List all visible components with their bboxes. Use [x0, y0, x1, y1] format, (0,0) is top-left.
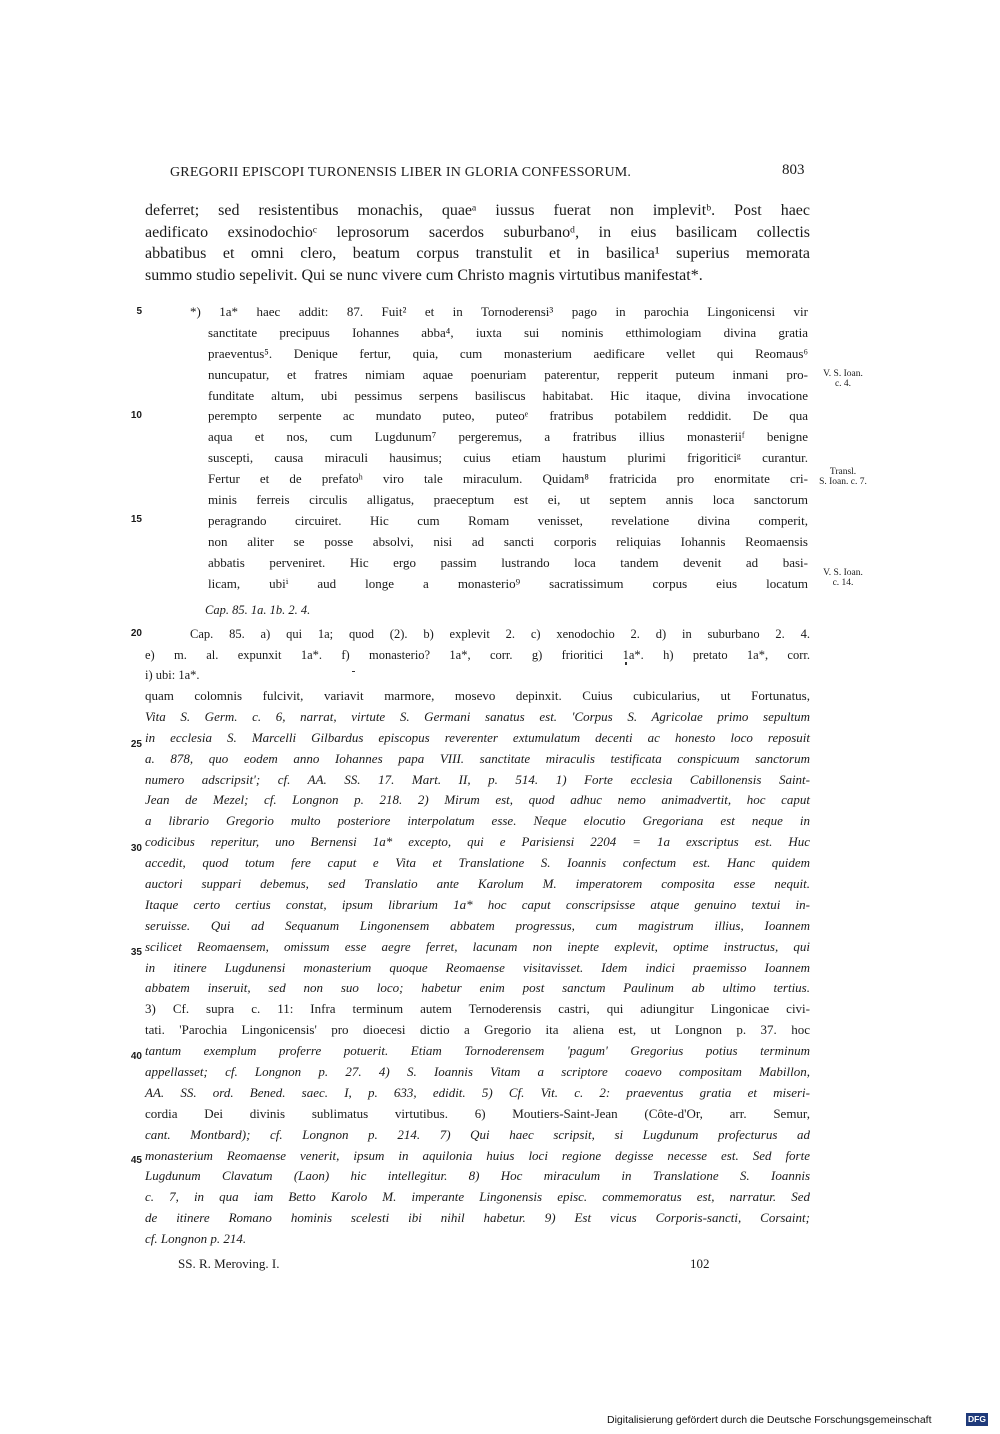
addition-line: praeventus⁵. Denique fertur, quia, cum monasterium aedificare vellet qui Reomaus⁶	[208, 345, 808, 361]
commentary-line: c. 7, in qua iam Betto Karolo M. imperante Lingonensis episc. commemoratus est, narratur. Sed	[145, 1189, 810, 1205]
addition-line: abbatis perveniret. Hic ergo passim lustrando loca tandem devenit ad basi-	[208, 554, 808, 570]
margin-note: V. S. Ioan. c. 4.	[823, 369, 863, 389]
commentary-line: cf. Longnon p. 214.	[145, 1231, 247, 1247]
main-text-line: summo studio sepelivit. Qui se nunc vivere cum Christo magnis virtutibus manifestat*.	[145, 266, 703, 284]
running-header: GREGORII EPISCOPI TURONENSIS LIBER IN GLORIA CONFESSORUM.	[170, 165, 632, 180]
commentary-line: numero adscripsit'; cf. AA. SS. 17. Mart. II, p. 514. 1) Forte ecclesia Cabillonensis Saint-	[145, 771, 810, 787]
commentary-line: a librario Gregorio multo posteriore interpolatum esse. Neque elocutio Gregoriana est neque in	[145, 813, 810, 829]
commentary-line: cant. Montbard); cf. Longnon p. 214. 7) Qui haec scripsit, si Lugdunum profecturus ad	[145, 1126, 810, 1142]
digitization-note: Digitalisierung gefördert durch die Deutsche Forschungsgemeinschaft	[607, 1414, 932, 1426]
commentary-line: in itinere Lugdunensi monasterium quoque Reomaense visitavisset. Idem indici praemisso Ioannem	[145, 959, 810, 975]
commentary-line: in ecclesia S. Marcelli Gilbardus episcopus reverenter extumulatum decenti ac honesto loco reposuit	[145, 729, 810, 745]
commentary-line: 3) Cf. supra c. 11: Infra terminum autem Ternoderensis castri, qui adiungitur Lingonicae civi-	[145, 1001, 810, 1017]
commentary-line: Itaque certo certius constat, ipsum librarium 1a* hoc caput conscripsisse atque genuino textui in-	[145, 896, 810, 912]
main-text-line: aedificato exsinodochioᶜ leprosorum sacerdos suburbanoᵈ, in eius basilicam collectis	[145, 223, 810, 241]
commentary-line: a. 878, quo eodem anno Iohannes papa VIII. sanctitate miraculis testificata conspicuum sanctorum	[145, 750, 810, 766]
addition-line: licam, ubiⁱ aud longe a monasterio⁹ sacratissimum corpus eius locatum	[208, 575, 808, 591]
line-number: 45	[130, 1155, 142, 1166]
line-number: 40	[130, 1051, 142, 1062]
commentary-line: quam colomnis fulcivit, variavit marmore, mosevo depinxit. Cuius cubicularius, ut Fortunatus,	[145, 688, 810, 703]
addition-line: minis ferreis circulis alligatus, praeceptum est ei, ut septem annis loca sanctorum	[208, 492, 808, 508]
addition-line: perempto serpente ac mundato puteo, puteoᵉ fratribus potabilem reddidit. De qua	[208, 408, 808, 424]
commentary-line: monasterium Reomaense venerit, ipsum in aquilonia huius loci regione degisse necesse est. Sed forte	[145, 1147, 810, 1163]
commentary-line: de itinere Romano hominis scelesti ibi nihil habetur. 9) Est vicus Corporis-sancti, Corsaint;	[145, 1210, 810, 1226]
commentary-line: scilicet Reomaensem, omissum esse aegre ferret, lacunam non inepte explevit, optime instructus, qui	[145, 938, 810, 954]
page-number: 803	[782, 162, 805, 178]
sheet-number: 102	[690, 1256, 710, 1271]
commentary-line: AA. SS. ord. Bened. saec. I, p. 633, edidit. 5) Cf. Vit. c. 2: praeventus gratia et miseri-	[145, 1084, 810, 1100]
ink-speck	[352, 671, 355, 672]
commentary-line: tati. 'Parochia Lingonicensis' pro dioecesi dictio a Gregorio ita aliena est, ut Longnon p. 37. hoc	[145, 1022, 810, 1038]
line-number: 10	[130, 410, 142, 421]
apparatus-line: i) ubi: 1a*.	[145, 668, 200, 682]
commentary-line: auctori suppari debemus, sed Translatio ante Karolum M. imperatorem composita esse nequit.	[145, 876, 810, 892]
commentary-line: Jean de Mezel; cf. Longnon p. 218. 2) Mirum est, quod adhuc nemo animadvertit, hoc caput	[145, 792, 810, 808]
line-number: 35	[130, 947, 142, 958]
dfg-logo-icon: DFG	[966, 1413, 988, 1426]
addition-line: nuncupatur, et fratres nimiam aquae poenuriam paterentur, repperit puteum inmani pro-	[208, 366, 808, 382]
commentary-line: tantum exemplum proferre potuerit. Etiam Tornoderensem 'pagum' Gregorius potius terminum	[145, 1043, 810, 1059]
addition-line: suscepti, causa miraculi hausimus; cuius etiam haustum plurimi frigoriticiᵍ curantur.	[208, 450, 808, 466]
commentary-line: seruisse. Qui ad Sequanum Lingonensem abbatem progressus, cum magistrum illius, Ioannem	[145, 917, 810, 933]
critical-apparatus	[145, 624, 810, 686]
commentary-line: Vita S. Germ. c. 6, narrat, virtute S. Germani sanatus est. 'Corpus S. Agricolae primo sepultum	[145, 708, 810, 724]
signature-mark: SS. R. Meroving. I.	[178, 1256, 280, 1271]
main-text-line: abbatibus et omni clero, beatum corpus transtulit et in basilica¹ superius memorata	[145, 245, 810, 262]
commentary-line: accedit, quod totum fere caput e Vita et Translatione S. Ioannis confectum est. Hanc quidem	[145, 855, 810, 871]
manuscript-sigla: Cap. 85. 1a. 1b. 2. 4.	[205, 603, 311, 617]
commentary-line: abbatem inseruit, sed non suo loco; habetur enim post sanctum Paulinum ab ultimo tertius.	[145, 980, 810, 996]
line-number: 30	[130, 843, 142, 854]
addition-line: Fertur et de prefatoʰ viro tale miraculum. Quidam⁸ fratricida pro enormitate cri-	[208, 471, 808, 487]
line-number: 15	[130, 514, 142, 525]
commentary-line: cordia Dei divinis sublimatus virtutibus. 6) Moutiers-Saint-Jean (Côte-d'Or, arr. Semur,	[145, 1105, 810, 1121]
margin-note: V. S. Ioan. c. 14.	[823, 568, 863, 588]
commentary-line: codicibus reperitur, uno Bernensi 1a* excepto, qui e Parisiensi 2204 = 1a exscriptus est. Huc	[145, 834, 810, 850]
main-text-line: deferret; sed resistentibus monachis, quaeᵃ iussus fuerat non implevitᵇ. Post haec	[145, 202, 810, 219]
manuscript-addition	[190, 302, 808, 594]
apparatus-line: e) m. al. expunxit 1a*. f) monasterio? 1a*, corr. g) frioritici 1a*. h) pretato 1a*, corr.	[145, 647, 810, 662]
commentary-line: Lugdunum Clavatum (Laon) hic intellegitur. 8) Hoc miraculum in Translatione S. Ioannis	[145, 1168, 810, 1184]
ink-speck	[625, 662, 627, 665]
margin-note: Transl. S. Ioan. c. 7.	[819, 467, 867, 487]
addition-line: non aliter se posse absolvi, nisi ad sancti corporis reliquias Iohannis Reomaensis	[208, 533, 808, 549]
addition-line: sanctitate precipuus Iohannes abba⁴, iuxta sui nominis etthimologiam divina gratia	[208, 324, 808, 340]
line-number: 25	[130, 739, 142, 750]
line-number: 20	[130, 628, 142, 639]
addition-line: peragrando circuiret. Hic cum Romam venisset, revelatione divina comperit,	[208, 512, 808, 528]
line-number: 5	[136, 306, 142, 317]
commentary-line: appellasset; cf. Longnon p. 27. 4) S. Ioannis Vitam a scriptore coaevo compositam Mabillon,	[145, 1064, 810, 1080]
main-text	[145, 200, 810, 286]
addition-line: funditate altum, ubi pessimus serpens basiliscus habitabat. Hic itaque, divina invocatione	[208, 387, 808, 403]
addition-line: *) 1a* haec addit: 87. Fuit² et in Tornoderensi³ pago in parochia Lingonicensi vir	[190, 304, 808, 319]
addition-line: aqua et nos, cum Lugdunum⁷ pergeremus, a fratribus illius monasteriiᶠ benigne	[208, 429, 808, 445]
apparatus-line: Cap. 85. a) qui 1a; quod (2). b) explevit 2. c) xenodochio 2. d) in suburbano 2. 4.	[190, 627, 810, 641]
commentary-notes	[145, 686, 810, 1250]
